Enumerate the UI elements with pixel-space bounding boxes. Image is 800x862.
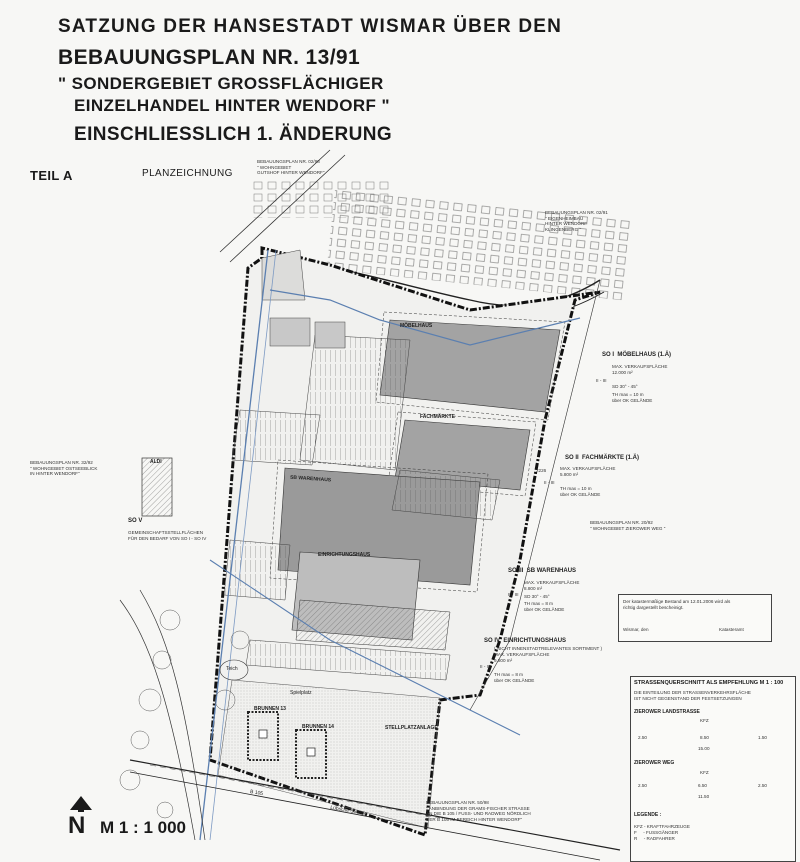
title-amendment: EINSCHLIESSLICH 1. ÄNDERUNG — [74, 124, 393, 145]
label-fachmaerkte: FACHMÄRKTE — [420, 414, 455, 420]
title-line-4: EINZELHANDEL HINTER WENDORF " — [74, 96, 390, 115]
zone-so2-title: SO II FACHMÄRKTE (1.Ä) — [565, 455, 640, 461]
cross-section-road-2: ZIEROWER WEG — [634, 760, 675, 766]
legend-item: KFZ - KRAFTFAHRZEUGE — [634, 824, 690, 829]
parking-rows-north — [300, 335, 410, 470]
zone-so4-area: 9.800 m² — [494, 658, 513, 663]
zone-so5-note: FÜR DEN BEDARF VON SO I - SO IV — [128, 536, 207, 541]
cross-section-road-1-kfz: KFZ — [700, 718, 709, 723]
zone-so1-floors: II - III — [596, 378, 607, 383]
certificate-role: Katasteramt — [719, 627, 744, 632]
zone-so4-area-label: MAX. VERKAUFSFLÄCHE — [494, 652, 550, 657]
label-sb-warenhaus: SB WARENHAUS — [289, 474, 332, 484]
zone-so1-area-label: MAX. VERKAUFSFLÄCHE — [612, 364, 668, 369]
zone-so2-th: TH max = 10 m — [560, 486, 592, 491]
zone-so3-title: SO III SB WARENHAUS — [508, 568, 577, 574]
neighbor-plan-top-right: BEBAUUNGSPLAN NR. 02/91 " EIGENHEIMBAU HINTER WENDORF KLINGENBERG " — [545, 210, 608, 232]
zone-so3-area: 8.800 m² — [524, 586, 543, 591]
label-brunnen-14: BRUNNEN 14 — [302, 724, 334, 730]
neighbor-plan-top: BEBAUUNGSPLAN NR. 02/98 " WOHNGEBIET GUTSHOF HINTER WENDORF" — [257, 159, 325, 176]
certificate-place: Wismar, den — [623, 627, 649, 632]
plan-scale: M 1 : 1 000 — [100, 818, 186, 837]
zone-so4-floors: II - III — [480, 664, 491, 669]
label-stellplatzanlage: STELLPLATZANLAGE — [385, 725, 438, 731]
zone-so5-title: SO V — [128, 518, 143, 524]
zone-so4-title: SO IV EINRICHTUNGSHAUS — [484, 638, 567, 644]
cross-section-note-2: IST NICHT GEGENSTAND DER FESTSETZUNGEN — [634, 696, 742, 701]
road1-dim-2: 8.50 — [700, 735, 709, 740]
housing-area-top — [250, 178, 390, 218]
building-aldi — [142, 458, 172, 516]
zone-so3-th: TH max = 8 m — [524, 601, 553, 606]
label-b105: B 105 — [249, 788, 264, 798]
green-area-south — [218, 680, 440, 828]
cross-section-note-1: DIE EINTEILUNG DER STRASSENVERKEHRSFLÄCHE — [634, 690, 751, 695]
zone-so3-ref: über OK GELÄNDE — [524, 607, 565, 612]
north-letter: N — [68, 812, 86, 839]
label-aldi: ALDI — [150, 459, 162, 465]
zone-so5-name: GEMEINSCHAFTSSTELLFLÄCHEN — [128, 530, 204, 535]
zone-so2-area: 5.800 m² — [560, 472, 579, 477]
road2-dim-2: 6.50 — [698, 783, 707, 788]
neighbor-plan-left: BEBAUUNGSPLAN NR. 32/92 " WOHNGEBIET OSTSEEBLICK IN HINTER WENDORF" — [30, 460, 98, 477]
zone-so1-th: TH max = 10 m — [612, 392, 644, 397]
road1-dim-3: 1.50 — [758, 735, 767, 740]
section-teil: TEIL A — [30, 168, 73, 183]
title-line-1: SATZUNG DER HANSESTADT WISMAR ÜBER DEN — [58, 16, 563, 37]
cross-section-title: STRASSENQUERSCHNITT ALS EMPFEHLUNG M 1 : 100 — [634, 680, 784, 686]
zone-so3-floors: II - III — [508, 592, 519, 597]
zone-so4-th: TH max = 8 m — [494, 672, 523, 677]
label-teich: Teich — [226, 666, 238, 672]
cross-section-road-1: ZIEROWER LANDSTRASSE — [634, 709, 700, 715]
zone-so3-area-label: MAX. VERKAUFSFLÄCHE — [524, 580, 580, 585]
zone-so2-ref: über OK GELÄNDE — [560, 492, 601, 497]
legend-item: F - FUSSGÄNGER — [634, 830, 679, 835]
label-brunnen-13: BRUNNEN 13 — [254, 706, 286, 712]
zone-so3-roof: SD 30° - 45° — [524, 594, 550, 599]
zone-so4-note: ( NICHT INNENSTADTRELEVANTES SORTIMENT ) — [494, 646, 603, 651]
title-line-3: " SONDERGEBIET GROSSFLÄCHIGER — [58, 74, 384, 93]
zone-so2-grz: 2226 — [536, 468, 547, 473]
legend-title: LEGENDE : — [634, 812, 662, 818]
zone-so1-area: 12.000 m² — [612, 370, 633, 375]
neighbor-plan-bottom: BEBAUUNGSPLAN NR. 50/98 " ANBINDUNG DER GRAMS-FISCHER STRASSE AN DIE B 105 / FUSS- UND RADWEG NÖRDLICH DER B 105 IM BEREICH HINTER WENDORF" — [426, 800, 531, 822]
zone-so1-title: SO I MÖBELHAUS (1.Ä) — [602, 352, 672, 358]
certificate-line-2: richtig dargestellt bescheinigt. — [623, 605, 684, 610]
road1-dim-1: 2.50 — [638, 735, 647, 740]
title-plan-number: BEBAUUNGSPLAN NR. 13/91 — [58, 46, 361, 69]
road2-dim-3: 2.50 — [758, 783, 767, 788]
zone-so1-ref: über OK GELÄNDE — [612, 398, 653, 403]
cadastral-certificate — [618, 594, 772, 642]
zone-so1-roof: SD 30° - 45° — [612, 384, 638, 389]
zone-so2-area-label: MAX. VERKAUFSFLÄCHE — [560, 466, 616, 471]
road2-total: 11.50 — [698, 794, 710, 799]
zone-so4-ref: über OK GELÄNDE — [494, 678, 535, 683]
cross-section-road-2-kfz: KFZ — [700, 770, 709, 775]
road1-total: 15.00 — [698, 746, 710, 751]
zone-so2-floors: II - III — [544, 480, 555, 485]
neighbor-plan-right: BEBAUUNGSPLAN NR. 20/92 " WOHNGEBIET ZIEROWER WEG " — [590, 520, 666, 531]
label-moebelhaus: MÖBELHAUS — [400, 323, 433, 329]
label-einrichtungshaus: EINRICHTUNGSHAUS — [318, 552, 371, 558]
road2-dim-1: 2.50 — [638, 783, 647, 788]
legend-item: R - RADFAHRER — [634, 836, 675, 841]
label-luebsche-strasse: Lübsche Strasse — [329, 804, 368, 818]
certificate-line-1: Der katastermäßige Bestand am 12.01.2006 wird als — [623, 599, 731, 604]
label-spielplatz: Spielplatz — [290, 690, 312, 696]
section-name: PLANZEICHNUNG — [142, 168, 233, 179]
